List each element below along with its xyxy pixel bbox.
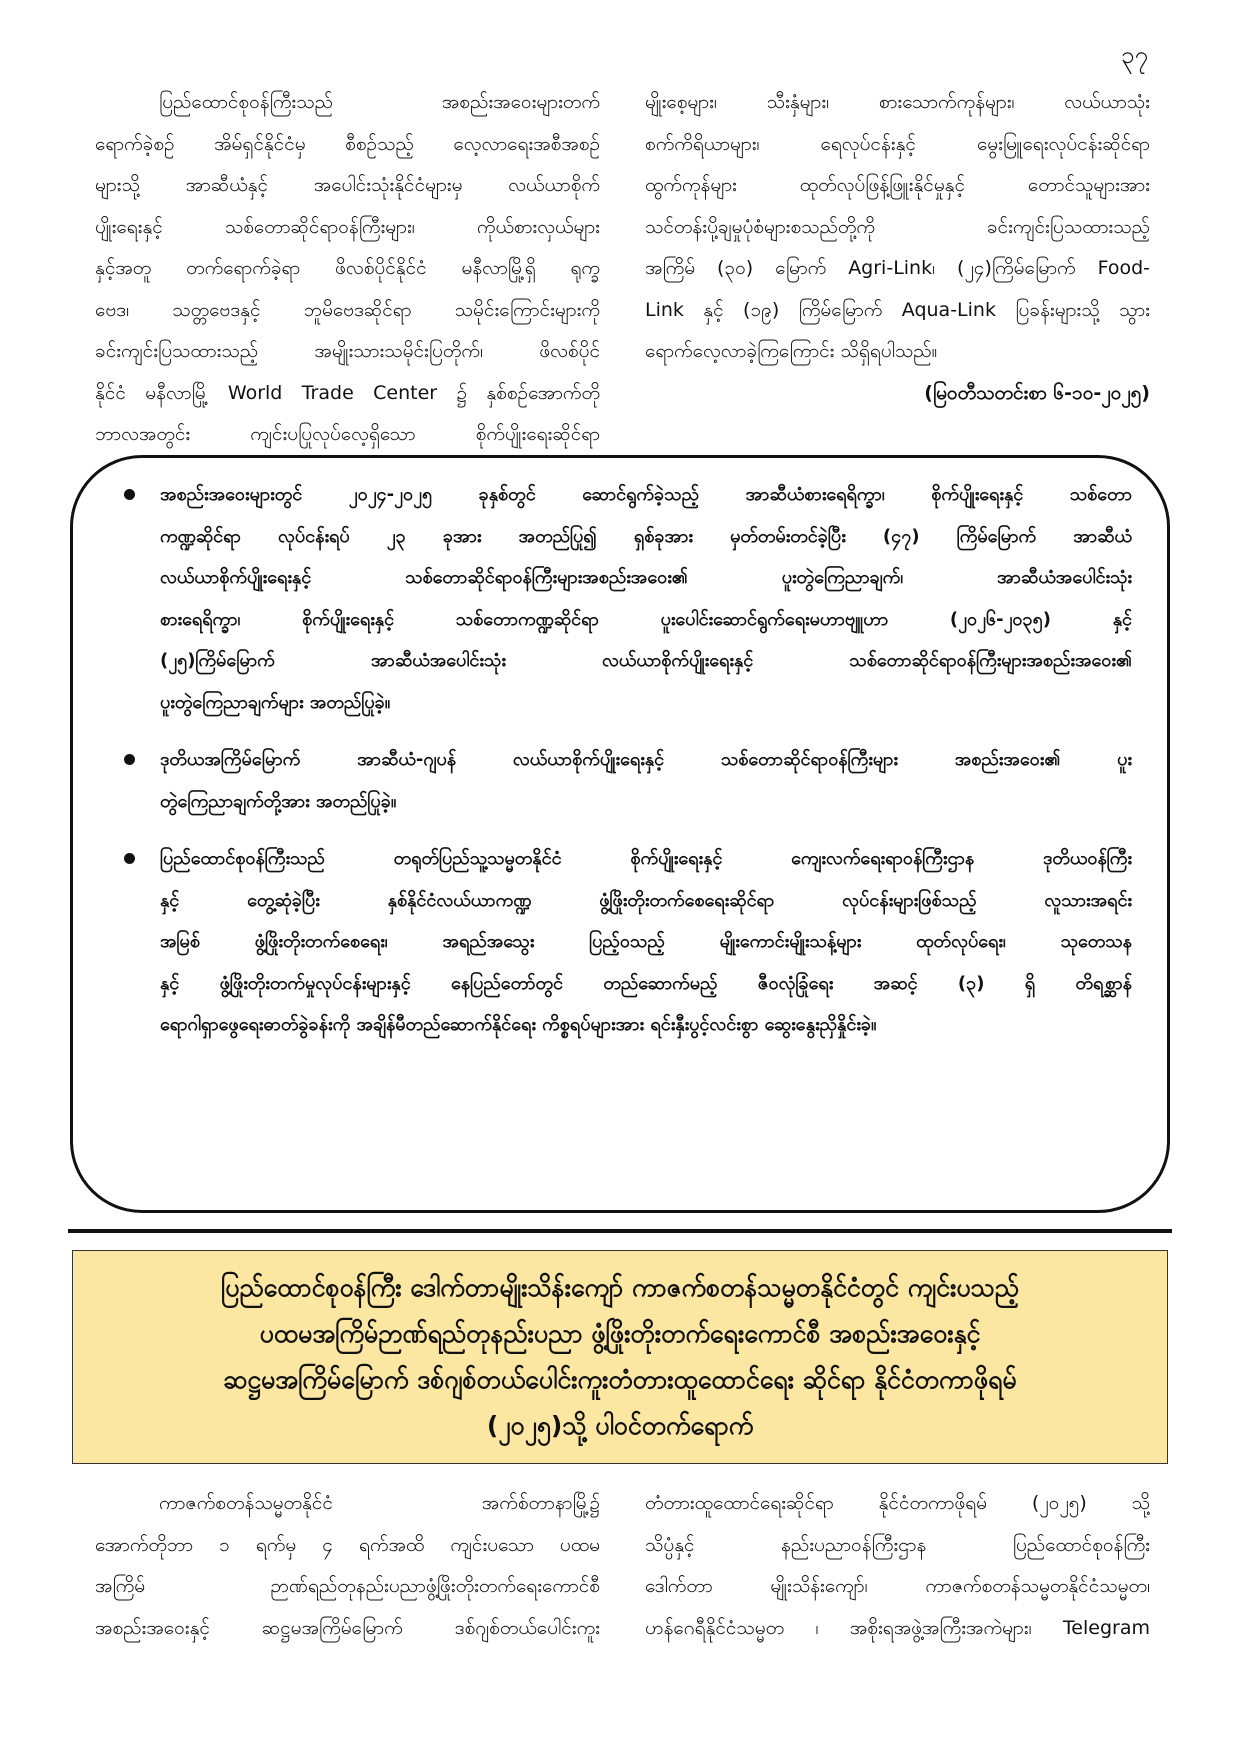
text-line: Link နှင့် (၁၉) ကြိမ်မြောက် Aqua-Link ပြခန်းများသို့ သွား <box>645 298 1150 321</box>
text-line: အစည်းအဝေးနှင့် ဆဋ္ဌမအကြိမ်မြောက် ဒစ်ဂျစ်တယ်ပေါင်းကူး <box>95 1616 600 1639</box>
text-line: တွဲကြေညာချက်တို့အား အတည်ပြုခဲ့။ <box>160 790 397 812</box>
text-line: စားရေရိက္ခာ၊ စိုက်ပျိုးရေးနှင့် သစ်တောကဏ္ဍဆိုင်ရာ ပူးပေါင်းဆောင်ရွက်ရေးမဟာဗျူဟာ (၂၀၂၆-၂၀၃၅) နှင့် <box>160 608 1132 630</box>
highlight-bullet <box>120 474 1132 723</box>
text-line: ရောက်ခဲ့စဉ် အိမ်ရှင်နိုင်ငံမှ စီစဉ်သည့် လေ့လာရေးအစီအစဉ် <box>95 132 600 155</box>
text-line: စက်ကိရိယာများ၊ ရေလုပ်ငန်းနှင့် မွေးမြူရေးလုပ်ငန်းဆိုင်ရာ <box>645 132 1150 155</box>
page-number: ၃၇ <box>1121 41 1148 69</box>
text-line: ပြည်ထောင်စုဝန်ကြီးသည် တရုတ်ပြည်သူ့သမ္မတနိုင်ငံ စိုက်ပျိုးရေးနှင့် ကျေးလက်ရေးရာဝန်ကြီးဌာန ဒုတိယဝန်ကြီး <box>160 848 1132 869</box>
bullet-icon <box>124 489 135 500</box>
top-article-right-column <box>645 82 1150 414</box>
text-line: အစည်းအဝေးများတွင် ၂၀၂၄-၂၀၂၅ ခုနှစ်တွင် ဆောင်ရွက်ခဲ့သည့် အာဆီယံစားရေရိက္ခာ၊ စိုက်ပျိုးရေးနှင့် သစ်တော <box>160 484 1132 505</box>
text-line: အောက်တိုဘာ ၁ ရက်မှ ၄ ရက်အထိ ကျင်းပသော ပထမ <box>95 1533 600 1556</box>
headline-line: ပထမအကြိမ်ဉာဏ်ရည်တုနည်းပညာ ဖွံ့ဖြိုးတိုးတက်ရေးကောင်စီ အစည်းအဝေးနှင့် <box>259 1319 981 1348</box>
text-line: သင်တန်းပို့ချမှုပုံစံများစသည်တို့ကို ခင်းကျင်းပြသထားသည့် <box>645 215 1150 238</box>
text-line: ရောက်လေ့လာခဲ့ကြကြောင်း သိရှိရပါသည်။ <box>645 340 938 362</box>
text-line: ဒေါက်တာ မျိုးသိန်းကျော်၊ ကာဇက်စတန်သမ္မတနိုင်ငံသမ္မတ၊ <box>645 1575 1150 1597</box>
text-line: တံတားထူထောင်ရေးဆိုင်ရာ နိုင်ငံတကာဖိုရမ် (၂၀၂၅) သို့ <box>645 1492 1150 1514</box>
text-line: ရောဂါရှာဖွေရေးဓာတ်ခွဲခန်းကို အချိန်မီတည်ဆောက်နိုင်ရေး ကိစ္စရပ်များအား ရင်းနှီးပွင့်လင်းစွာ ဆွေးနွေးညှိနှိုင်းခဲ့။ <box>160 1014 877 1035</box>
text-line: နှင့် ဖွံ့ဖြိုးတိုးတက်မှုလုပ်ငန်းများနှင့် နေပြည်တော်တွင် တည်ဆောက်မည့် ဇီဝလုံခြုံရေး အဆင့် (၃) ရှိ တိရစ္ဆာန် <box>160 972 1132 994</box>
text-line: လယ်ယာစိုက်ပျိုးရေးနှင့် သစ်တောဆိုင်ရာဝန်ကြီးများအစည်းအဝေး၏ ပူးတွဲကြေညာချက်၊ အာဆီယံအပေါင်းသုံး <box>160 567 1132 588</box>
text-line: များသို့ အာဆီယံနှင့် အပေါင်းသုံးနိုင်ငံများမှ လယ်ယာစိုက် <box>95 174 600 196</box>
headline-box <box>72 1250 1168 1464</box>
text-line: ခင်းကျင်းပြသထားသည့် အမျိုးသားသမိုင်းပြတိုက်၊ ဖိလစ်ပိုင် <box>95 340 600 362</box>
text-line: ဒုတိယအကြိမ်မြောက် အာဆီယံ-ဂျပန် လယ်ယာစိုက်ပျိုးရေးနှင့် သစ်တောဆိုင်ရာဝန်ကြီးများ အစည်းအဝေး၏ ပူး <box>160 749 1132 770</box>
text-line: အကြိမ် (၃၀) မြောက် Agri-Link၊ (၂၄)ကြိမ်မြောက် Food- <box>645 257 1150 279</box>
text-line: ပြည်ထောင်စုဝန်ကြီးသည် အစည်းအဝေးများတက် <box>159 91 600 113</box>
text-line: အမြစ် ဖွံ့ဖြိုးတိုးတက်စေရေး၊ အရည်အသွေး ပြည့်ဝသည့် မျိုးကောင်းမျိုးသန့်များ ထုတ်လုပ်ရေး၊ သုတေသန <box>160 931 1132 952</box>
text-line: သိပ္ပံနှင့် နည်းပညာဝန်ကြီးဌာန ပြည်ထောင်စုဝန်ကြီး <box>645 1533 1150 1556</box>
highlight-bullet <box>120 838 1132 1046</box>
text-line: ပူးတွဲကြေညာချက်များ အတည်ပြုခဲ့။ <box>160 691 391 713</box>
article-source: (မြဝတီသတင်းစာ ၆-၁၀-၂၀၂၅) <box>924 381 1150 404</box>
text-line: (၂၅)ကြိမ်မြောက် အာဆီယံအပေါင်းသုံး လယ်ယာစိုက်ပျိုးရေးနှင့် သစ်တောဆိုင်ရာဝန်ကြီးများအစည်းအဝေး၏ <box>160 650 1132 671</box>
text-line: ဘာလအတွင်း ကျင်းပပြုလုပ်လေ့ရှိသော စိုက်ပျိုးရေးဆိုင်ရာ <box>95 423 600 445</box>
headline-line: ပြည်ထောင်စုဝန်ကြီး ဒေါက်တာမျိုးသိန်းကျော် ကာဇက်စတန်သမ္မတနိုင်ငံတွင် ကျင်းပသည့် <box>221 1273 1019 1302</box>
section-divider <box>68 1229 1172 1233</box>
text-line: ထွက်ကုန်များ ထုတ်လုပ်ဖြန့်ဖြူးနိုင်မှုနှင့် တောင်သူများအား <box>645 174 1150 196</box>
text-line: မျိုးစေ့များ၊ သီးနှံများ၊ စားသောက်ကုန်များ၊ လယ်ယာသုံး <box>645 91 1150 113</box>
highlight-bullet <box>120 739 1132 822</box>
text-line: အကြိမ် ဉာဏ်ရည်တုနည်းပညာဖွံ့ဖြိုးတိုးတက်ရေးကောင်စီ <box>95 1575 600 1597</box>
text-line: ဗေဒ၊ သတ္တဗေဒနှင့် ဘူမိဗေဒဆိုင်ရာ သမိုင်းကြောင်းများကို <box>95 298 600 321</box>
text-line: ကာဇက်စတန်သမ္မတနိုင်ငံ အက်စ်တာနာမြို့၌ <box>159 1492 600 1514</box>
bullet-icon <box>124 853 135 864</box>
bottom-article-left-column <box>95 1483 600 1649</box>
headline-line: ဆဋ္ဌမအကြိမ်မြောက် ဒစ်ဂျစ်တယ်ပေါင်းကူးတံတားထူထောင်ရေး ဆိုင်ရာ နိုင်ငံတကာဖိုရမ် <box>223 1365 1017 1394</box>
text-line: နိုင်ငံ မနီလာမြို့ World Trade Center ၌ နှစ်စဉ်အောက်တို <box>95 381 600 404</box>
bullet-icon <box>124 754 135 765</box>
text-line: ပျိုးရေးနှင့် သစ်တောဆိုင်ရာဝန်ကြီးများ၊ ကိုယ်စားလှယ်များ <box>95 215 600 238</box>
text-line: ကဏ္ဍဆိုင်ရာ လုပ်ငန်းရပ် ၂၃ ခုအား အတည်ပြု၍ ရှစ်ခုအား မှတ်တမ်းတင်ခဲ့ပြီး (၄၇) ကြိမ်မြောက် အာဆီယံ <box>160 525 1132 547</box>
text-line: ဟန်ဂေရီနိုင်ငံသမ္မတ ၊ အစိုးရအဖွဲ့အကြီးအကဲများ၊ Telegram <box>645 1616 1150 1639</box>
bottom-article-right-column <box>645 1483 1150 1649</box>
text-line: နှင့်အတူ တက်ရောက်ခဲ့ရာ ဖိလစ်ပိုင်နိုင်ငံ မနီလာမြို့ရှိ ရုက္ခ <box>95 257 600 279</box>
text-line: နှင့် တွေ့ဆုံခဲ့ပြီး နှစ်နိုင်ငံလယ်ယာကဏ္ဍ ဖွံ့ဖြိုးတိုးတက်စေရေးဆိုင်ရာ လုပ်ငန်းများဖြစ်သည့် လူသားအရင်း <box>160 889 1132 911</box>
headline-line: (၂၀၂၅)သို့ ပါဝင်တက်ရောက် <box>486 1411 754 1440</box>
top-article-left-column <box>95 82 600 456</box>
